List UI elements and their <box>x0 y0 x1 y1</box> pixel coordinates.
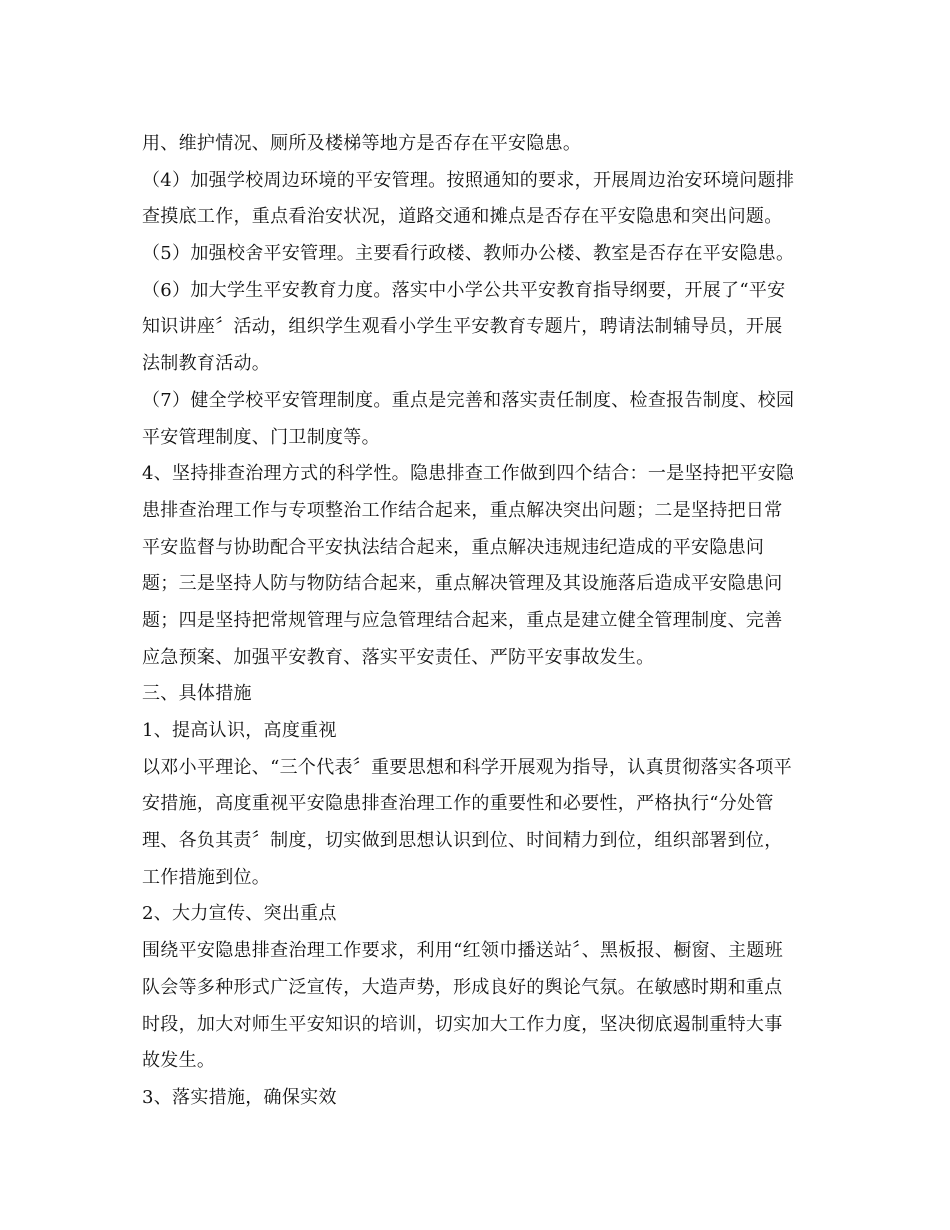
text-line: （7）健全学校平安管理制度。重点是完善和落实责任制度、检查报告制度、校园 <box>142 389 795 411</box>
subsection-heading: 1、提高认识，高度重视 <box>142 720 337 741</box>
text-line: 应急预案、加强平安教育、落实平安责任、严防平安事故发生。 <box>142 646 655 668</box>
text-line: 理、各负其责〞制度，切实做到思想认识到位、时间精力到位，组织部署到位， <box>142 830 783 852</box>
text-line: 知识讲座〞活动，组织学生观看小学生平安教育专题片，聘请法制辅导员，开展 <box>142 316 783 338</box>
text-line: 题；三是坚持人防与物防结合起来，重点解决管理及其设施落后造成平安隐患问 <box>142 573 783 595</box>
section-heading: 三、具体措施 <box>142 683 252 705</box>
text-line: （5）加强校舍平安管理。主要看行政楼、教师办公楼、教室是否存在平安隐患。 <box>142 243 795 265</box>
text-line: 队会等多种形式广泛宣传，大造声势，形成良好的舆论气氛。在敏感时期和重点 <box>142 976 783 998</box>
text-line: 围绕平安隐患排查治理工作要求，利用“红领巾播送站〞、黑板报、橱窗、主题班 <box>142 940 783 962</box>
text-line: 查摸底工作，重点看治安状况，道路交通和摊点是否存在平安隐患和突出问题。 <box>142 206 783 228</box>
text-line: 法制教育活动。 <box>142 353 271 375</box>
text-line: 平安监督与协助配合平安执法结合起来，重点解决违规违纪造成的平安隐患问 <box>142 536 765 558</box>
document-body <box>142 126 822 1117</box>
text-line: 故发生。 <box>142 1050 216 1072</box>
text-line: （6）加大学生平安教育力度。落实中小学公共平安教育指导纲要，开展了“平安 <box>142 279 786 301</box>
text-line: 时段，加大对师生平安知识的培训，切实加大工作力度，坚决彻底遏制重特大事 <box>142 1013 783 1035</box>
text-line: 题；四是坚持把常规管理与应急管理结合起来，重点是建立健全管理制度、完善 <box>142 609 783 631</box>
text-line: （4）加强学校周边环境的平安管理。按照通知的要求，开展周边治安环境问题排 <box>142 169 795 191</box>
text-line: 平安管理制度、门卫制度等。 <box>142 426 380 448</box>
text-line: 4、坚持排查治理方式的科学性。隐患排查工作做到四个结合：一是坚持把平安隐 <box>142 463 795 485</box>
text-line: 以邓小平理论、“三个代表〞重要思想和科学开展观为指导，认真贯彻落实各项平 <box>142 756 792 778</box>
text-line: 安措施，高度重视平安隐患排查治理工作的重要性和必要性，严格执行“分处管 <box>142 793 774 815</box>
subsection-heading: 2、大力宣传、突出重点 <box>142 903 337 925</box>
text-line: 工作措施到位。 <box>142 866 271 888</box>
text-line: 用、维护情况、厕所及楼梯等地方是否存在平安隐患。 <box>142 133 582 154</box>
text-line: 患排查治理工作与专项整治工作结合起来，重点解决突出问题；二是坚持把日常 <box>142 499 783 521</box>
subsection-heading: 3、落实措施，确保实效 <box>142 1086 337 1108</box>
